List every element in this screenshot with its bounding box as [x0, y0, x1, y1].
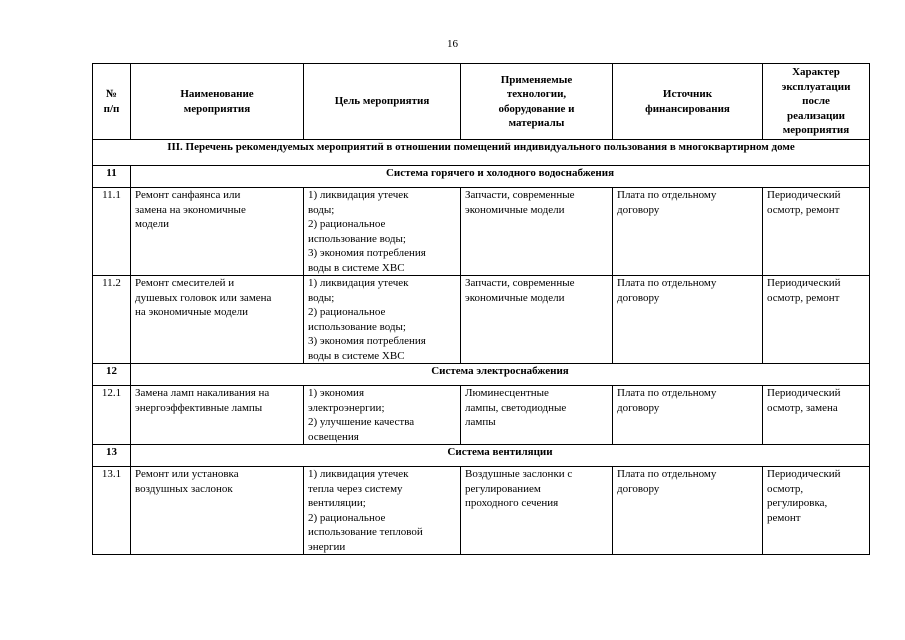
cell-tech: Люминесцентные лампы, светодиодные лампы: [461, 386, 613, 445]
cell-name: Ремонт или установка воздушных заслонок: [131, 467, 304, 555]
group-row: [93, 445, 870, 467]
cell-source: Плата по отдельному договору: [613, 386, 763, 445]
cell-tech: Воздушные заслонки с регулированием проходного сечения: [461, 467, 613, 555]
cell-tech: Запчасти, современные экономичные модели: [461, 276, 613, 364]
cell-num: 13.1: [93, 467, 131, 555]
group-number: 12: [93, 364, 131, 386]
cell-num: 11.2: [93, 276, 131, 364]
cell-num: 11.1: [93, 188, 131, 276]
cell-name: Замена ламп накаливания на энергоэффективные лампы: [131, 386, 304, 445]
table-row: [93, 276, 870, 364]
cell-num: 12.1: [93, 386, 131, 445]
section-title: III. Перечень рекомендуемых мероприятий в отношении помещений индивидуального пользования в многоквартирном доме: [93, 140, 870, 166]
cell-goal: 1) ликвидация утечек тепла через систему вентиляции; 2) рациональное использование тепловой энергии: [304, 467, 461, 555]
group-row: [93, 166, 870, 188]
cell-source: Плата по отдельному договору: [613, 188, 763, 276]
group-row: [93, 364, 870, 386]
cell-character: Периодический осмотр, ремонт: [763, 188, 870, 276]
page-number: 16: [447, 38, 458, 50]
cell-character: Периодический осмотр, регулировка, ремонт: [763, 467, 870, 555]
table-header-row: [93, 64, 870, 140]
header-goal: Цель мероприятия: [304, 64, 461, 140]
header-tech: Применяемые технологии, оборудование и материалы: [461, 64, 613, 140]
section-row: [93, 140, 870, 166]
group-number: 11: [93, 166, 131, 188]
cell-goal: 1) ликвидация утечек воды; 2) рациональное использование воды; 3) экономия потребления воды в системе ХВС: [304, 276, 461, 364]
group-title: Система электроснабжения: [131, 364, 870, 386]
table-row: [93, 467, 870, 555]
cell-character: Периодический осмотр, замена: [763, 386, 870, 445]
cell-tech: Запчасти, современные экономичные модели: [461, 188, 613, 276]
cell-character: Периодический осмотр, ремонт: [763, 276, 870, 364]
cell-source: Плата по отдельному договору: [613, 467, 763, 555]
header-character: Характер эксплуатации после реализации мероприятия: [763, 64, 870, 140]
cell-source: Плата по отдельному договору: [613, 276, 763, 364]
header-num: № п/п: [93, 64, 131, 140]
cell-name: Ремонт санфаянса или замена на экономичные модели: [131, 188, 304, 276]
table-row: [93, 386, 870, 445]
group-title: Система вентиляции: [131, 445, 870, 467]
header-name: Наименование мероприятия: [131, 64, 304, 140]
cell-goal: 1) ликвидация утечек воды; 2) рациональное использование воды; 3) экономия потребления воды в системе ХВС: [304, 188, 461, 276]
header-source: Источник финансирования: [613, 64, 763, 140]
cell-name: Ремонт смесителей и душевых головок или замена на экономичные модели: [131, 276, 304, 364]
table-row: [93, 188, 870, 276]
group-number: 13: [93, 445, 131, 467]
cell-goal: 1) экономия электроэнергии; 2) улучшение качества освещения: [304, 386, 461, 445]
group-title: Система горячего и холодного водоснабжения: [131, 166, 870, 188]
measures-table: [92, 63, 870, 555]
